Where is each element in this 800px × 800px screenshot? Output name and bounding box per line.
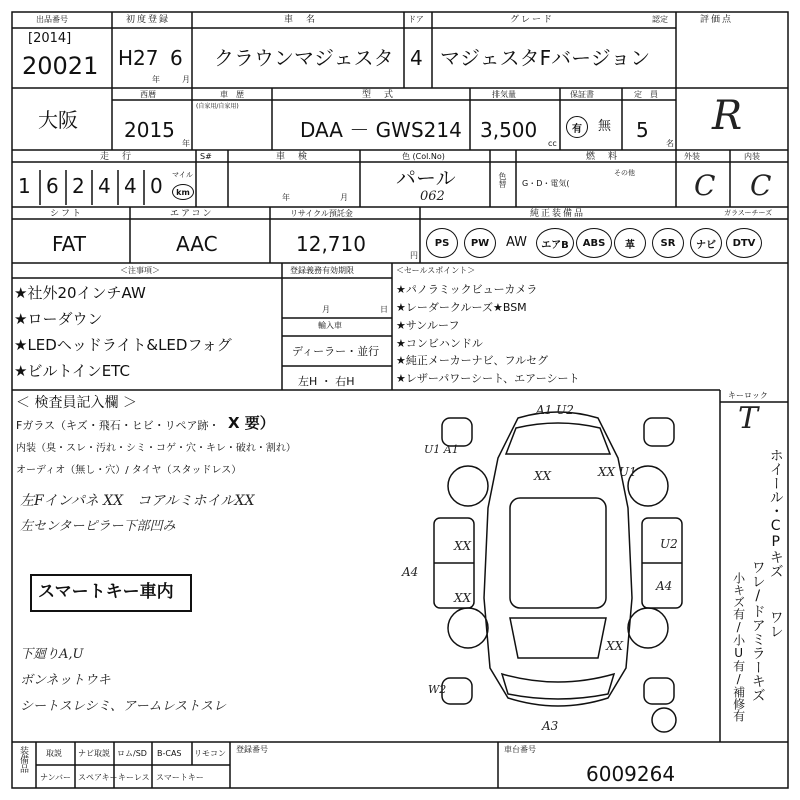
equip-aw: AW [506,235,528,250]
car-name: クラウンマジェスタ [214,46,394,70]
sales-item: ★純正メーカーナビ、フルセグ [396,354,549,367]
equip-abs [576,228,612,258]
footer-item: スペアキー [78,773,118,782]
equip-sr [652,228,684,258]
mileage-digit: 0 [150,174,163,198]
disp-label: 排気量 [492,90,516,99]
model-year: 2015 [124,118,175,142]
damage-mark: XX [454,591,472,605]
grade-label: グレード [510,15,555,25]
ac-label: エアコン [170,209,214,219]
recycle-fee: 12,710 [296,232,366,256]
capacity: 5 [636,118,649,142]
damage-mark: XX U1 [598,465,637,479]
reg-number-label: 登録番号 [236,745,268,754]
fuel-options: G・D・電気( [522,179,570,188]
cc-unit: cc [548,139,557,148]
equip-label: SR [660,237,676,249]
footer-item: スマートキー [156,773,204,782]
year-label: 西暦 [140,90,156,99]
year-unit: 年 [152,75,160,84]
equip-pw [464,228,496,258]
footer-item: ロム/SD [117,749,147,758]
footer-item: リモコン [194,749,226,758]
footer-item: ナビ取説 [78,749,110,758]
keylock-legend: 小キズ有/小U有/補修有 [731,572,746,722]
inspection-month-unit: 月 [340,193,348,202]
km-unit: km [176,187,190,197]
year-tag: [2014] [28,31,72,46]
equip-dtv [726,228,762,258]
damage-mark: A4 [402,565,419,579]
keylock-legend: ワレ [767,610,784,638]
fuel-other: その他 [614,169,635,177]
shift-label: シフト [50,209,84,219]
damage-mark: XX [454,539,472,553]
equip-label: エアB [541,239,569,251]
mileage-digit: 4 [124,174,137,198]
footer-side-label: 装備品 [18,746,28,773]
fuel-label: 燃 料 [586,152,620,162]
mileage-digit: 6 [46,174,59,198]
equip-label: ナビ [696,239,716,251]
sales-item: ★コンビハンドル [396,337,483,350]
damage-mark: A3 [542,719,559,733]
damage-mark: U1 A1 [424,443,459,456]
color-code: 062 [420,189,445,204]
car-name-label: 車 名 [284,15,318,25]
equip-label: PS [434,237,450,249]
interior-line: 内装（臭・スレ・汚れ・シミ・コゲ・穴・キレ・破れ・割れ） [16,443,296,454]
inspection-year-unit: 年 [282,193,290,202]
inspector-handwriting: シートスレシミ、アームレストスレ [20,699,227,714]
import-label: 輸入車 [318,321,342,330]
interior-grade: C [750,169,772,202]
note-item: ★ビルトインETC [14,362,130,380]
door-count: 4 [410,46,423,70]
inspector-handwriting: 下廻りA,U [20,647,84,662]
stock-label: 出品番号 [36,15,68,24]
mileage-label: 走 行 [100,152,134,162]
dealer-option: ディーラー・並行 [292,345,380,358]
equip-label: ABS [582,237,606,249]
color-label: 色 (Col.No) [402,152,445,161]
glass-mark: X 要） [228,414,275,432]
mileage-digit: 1 [18,174,31,198]
yen-unit: 円 [410,251,418,260]
renewal-label: 認定 [652,15,668,24]
capacity-unit: 名 [666,139,674,148]
crankcase-label: ガラスーチーズ [724,209,773,217]
equip-label: PW [470,237,490,249]
sales-item: ★サンルーフ [396,319,460,332]
grade: マジェスタFバージョン [440,46,651,70]
equip-label: 革 [625,239,635,251]
stock-number: 20021 [22,52,99,80]
reg-day-unit: 日 [380,305,388,314]
damage-mark: XX [606,639,624,653]
exterior-label: 外装 [684,152,700,161]
equip-navi [690,228,722,258]
capacity-label: 定 員 [634,90,658,99]
interior-label: 内装 [744,152,760,161]
inspector-handwriting: ボンネットウキ [20,673,111,688]
smart-key-stamp [30,574,192,612]
footer-item: B-CAS [157,749,182,758]
equip-ps [426,228,458,258]
sales-item: ★レーダークルーズ★BSM [396,301,527,314]
sales-label: ＜セールスポイント＞ [396,266,476,275]
color-change-label: 色替 [498,172,507,188]
inspector-handwriting: 左センターピラー下部凹み [20,519,176,534]
footer-item: 取説 [46,749,62,758]
keylock-label: キーロック [728,391,768,400]
shift: FAT [52,232,87,256]
footer-item: ナンバー [40,773,72,782]
chassis-number: 6009264 [586,762,676,786]
first-reg-era: H27 [118,46,159,70]
model-code: DAA － GWS214 [300,118,462,142]
month-unit: 月 [182,75,190,84]
km-circle [172,184,194,200]
equip-leather [614,228,646,258]
audio-tire-line: オーディオ（無し・穴）/ タイヤ（スタッドレス） [16,465,242,476]
warranty-yes-circle [566,116,588,138]
door-label: ドア [408,15,424,24]
warranty-no: 無 [598,119,612,134]
sales-item: ★レザーパワーシート、エアーシート [396,372,580,385]
damage-mark: W2 [428,683,447,696]
warranty-yes: 有 [572,123,582,135]
equipment-label: 純正装備品 [530,209,586,219]
note-item: ★社外20インチAW [14,284,146,302]
history-label: 車 歴 [220,90,244,99]
damage-mark: A4 [656,579,673,593]
reg-month-unit: 月 [322,305,330,314]
glass-line: Fガラス（キズ・飛石・ヒビ・リペア跡・ [16,419,220,432]
notes-label: ＜注事項＞ [120,266,160,275]
mile-unit: マイル [172,171,193,179]
score-value: R [712,93,743,139]
keylock-value: T [738,401,759,436]
damage-mark: A1 U2 [536,403,574,417]
model-year-unit: 年 [182,139,190,148]
inspection-label: 車 検 [276,152,310,162]
damage-mark: XX [534,469,552,483]
keylock-legend: ワレ/ドアミラーキズ [749,560,766,702]
note-item: ★ローダウン [14,310,103,328]
footer-item: キーレス [118,773,150,782]
model-label: 型 式 [362,90,396,100]
exterior-grade: C [694,169,716,202]
reg-deadline-label: 登録義務有効期限 [290,266,354,275]
warranty-label: 保証書 [570,90,594,99]
first-reg-month: 6 [170,46,183,70]
inspector-handwriting: 左Fインパネ XX コアルミホイルXX [20,493,255,509]
inspector-label: ＜ 検査員記入欄 ＞ [16,395,137,411]
ac: AAC [176,232,218,256]
chassis-label: 車台番号 [504,745,536,754]
first-reg-label: 初度登録 [126,15,171,25]
displacement: 3,500 [480,118,538,142]
region: 大阪 [38,108,78,132]
note-item: ★LEDヘッドライト&LEDフォグ [14,336,232,354]
smart-key-text: スマートキー車内 [38,582,174,602]
equip-label: DTV [732,237,756,249]
sales-item: ★パノラミックビューカメラ [396,283,538,296]
recycle-label: リサイクル預託金 [290,209,353,218]
handle-option: 左H ・ 右H [298,375,355,388]
history-note: (自家用/自家用) [196,103,239,110]
keylock-legend: ホイール・CPキズ [767,448,784,578]
damage-mark: U2 [660,537,678,551]
mileage-digit: 2 [72,174,85,198]
sch-label: S# [200,152,212,161]
mileage-digit: 4 [98,174,111,198]
score-label: 評価点 [700,15,734,25]
color: パール [396,166,456,190]
equip-airbag [536,228,574,258]
